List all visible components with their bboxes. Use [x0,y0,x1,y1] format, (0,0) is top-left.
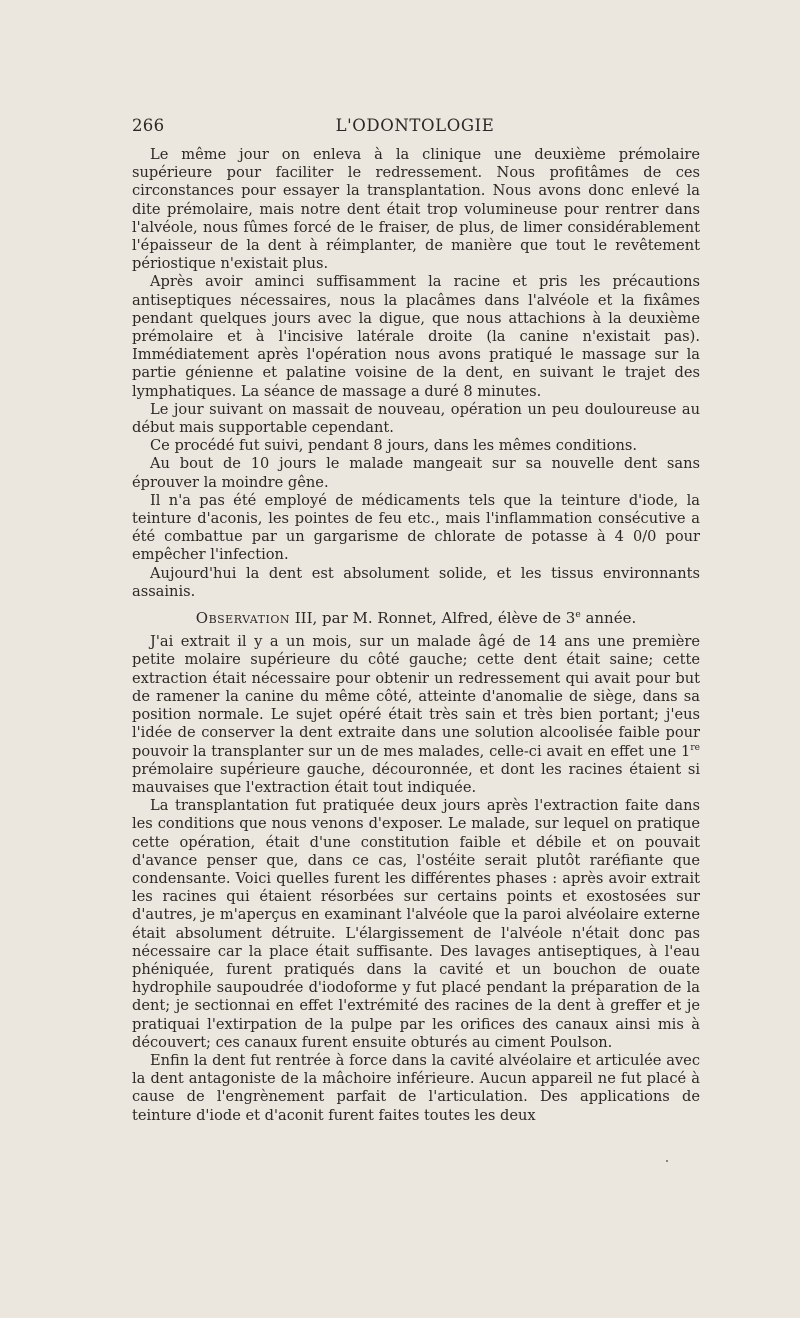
paragraph: Aujourd'hui la dent est absolument solide, et les tissus environnants assainis. [132,564,700,600]
observation-label: Observation [195,609,290,628]
paragraph: Après avoir aminci suffisamment la racine et pris les précautions antiseptiques nécessaires, nous la placâmes dans l'alvéole et la fixâmes pendant quelques jours avec la digue, que nous attachions à la deuxième prémolaire et à l'incisive latérale droite (la canine n'existait pas). Immédiatement après l'opération nous avons pratiqué le massage sur la partie génienne et palatine voisine de la dent, en suivant le trajet des lymphatiques. La séance de massage a duré 8 minutes. [132,273,700,400]
observation-title: III, par M. Ronnet, Alfred, élève de 3 [289,609,576,628]
paragraph-part: J'ai extrait il y a un mois, sur un malade âgé de 14 ans une première petite molaire supérieure du côté gauche; cette dent était saine; cette extraction était nécessaire pour obtenir un redressement qui avait pour but de ramener la canine du même côté, atteinte d'anomalie de siège, dans sa position normale. Le sujet opéré était très sain et très bien portant; j'eus l'idée de conserver la dent extraite dans une solution alcoolisée faible pour pouvoir la transplanter sur un de mes malades, celle-ci avait en effet une 1 [132,633,700,760]
paragraph: La transplantation fut pratiquée deux jours après l'extraction faite dans les conditions que nous venons d'exposer. Le malade, sur lequel on pratique cette opération, était d'une constitution faible et débile et on pouvait d'avance penser que, dans ce cas, l'ostéite serait plutôt raréfiante que condensante. Voici quelles furent les différentes phases : après avoir extrait les racines qui étaient résorbées sur certains points et exostosées sur d'autres, je m'aperçus en examinant l'alvéole que la paroi alvéolaire externe était absolument détruite. L'élargissement de l'alvéole n'était donc pas nécessaire car la place était suffisante. Des lavages antiseptiques, à l'eau phéniquée, furent pratiqués dans la cavité et un bouchon de ouate hydrophile saupoudrée d'iodoforme y fut placé pendant la préparation de la dent; je sectionnai en effet l'extrémité des racines de la dent à greffer et je pratiquai l'extirpation de la pulpe par les orifices des canaux ainsi mis à découvert; ces canaux furent ensuite obturés au ciment Poulson. [132,797,700,1051]
paragraph-part: prémolaire supérieure gauche, découronnée, et dont les racines étaient si mauvaises que l'extraction était tout indiquée. [132,760,700,796]
paragraph: Le jour suivant on massait de nouveau, opération un peu douloureuse au début mais supportable cependant. [132,400,700,437]
ordinal-superscript: re [690,742,700,753]
body-text [132,146,700,1125]
observation-superscript: e [575,610,581,621]
running-title: L'ODONTOLOGIE [335,116,495,135]
paragraph: Au bout de 10 jours le malade mangeait sur sa nouvelle dent sans éprouver la moindre gêne. [132,455,700,491]
page-header [132,116,698,138]
observation-title-end: année. [580,609,637,628]
paragraph: Il n'a pas été employé de médicaments tels que la teinture d'iode, la teinture d'aconis, les pointes de feu etc., mais l'inflammation consécutive a été combattue par un gargarisme de chlorate de potasse à 4 0/0 pour empêcher l'infection. [132,491,700,564]
page-number: 266 [132,116,165,135]
paragraph: Le même jour on enleva à la clinique une deuxième prémolaire supérieure pour faciliter le redressement. Nous profitâmes de ces circonstances pour essayer la transplantation. Nous avons donc enlevé la dite prémolaire, mais notre dent était trop volumineuse pour rentrer dans l'alvéole, nous fûmes forcé de le fraiser, de plus, de limer considérablement l'épaisseur de la dent à réimplanter, de manière que tout le revêtement périostique n'existait plus. [132,146,700,273]
print-speck [666,1160,668,1162]
paragraph [132,633,700,797]
paragraph: Ce procédé fut suivi, pendant 8 jours, dans les mêmes conditions. [150,437,638,455]
observation-heading [132,609,700,627]
paragraph: Enfin la dent fut rentrée à force dans la cavité alvéolaire et articulée avec la dent antagoniste de la mâchoire inférieure. Aucun appareil ne fut placé à cause de l'engrènement parfait de l'articulation. Des applications de teinture d'iode et d'aconit furent faites toutes les deux [132,1051,700,1124]
